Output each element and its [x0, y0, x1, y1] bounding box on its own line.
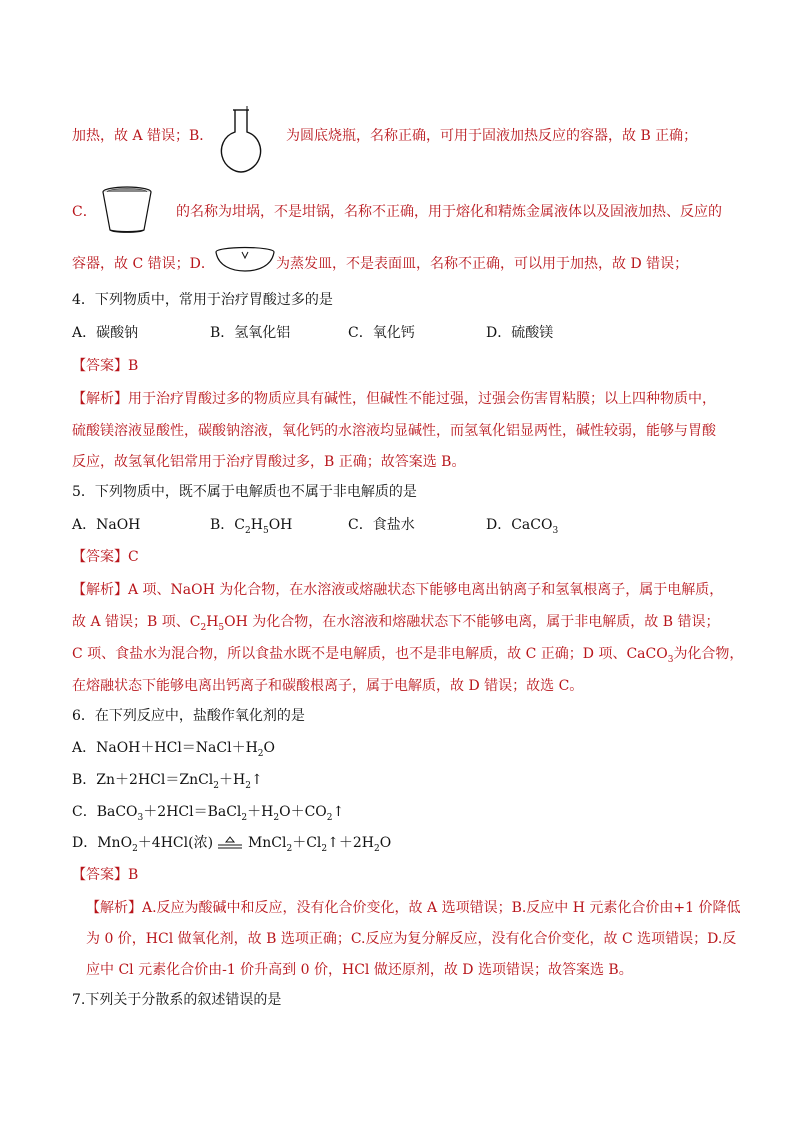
subscript: 2 — [132, 843, 138, 854]
q6-analysis-line-2: 为 0 价，HCl 做氧化剂，故 B 选项正确；C.反应为复分解反应，没有化合价变化，故 C 选项错误；D.反 — [86, 931, 737, 947]
text-segment: 加热，故 A 错误；B． — [72, 128, 214, 144]
q6-analysis-line-3: 应中 Cl 元素化合价由-1 价升高到 0 价，HCl 做还原剂，故 D 选项错误；故答案选 B。 — [86, 962, 633, 978]
text-segment: ＋4HCl(浓) — [137, 835, 214, 851]
round-bottom-flask-icon — [218, 104, 264, 174]
q4-analysis-line-1 — [72, 389, 716, 409]
q6-analysis-line-1 — [86, 898, 741, 918]
text-segment: C． — [72, 204, 97, 220]
q4-analysis-line-2: 硫酸镁溶液显酸性，碳酸钠溶液，氧化钙的水溶液均显碱性，而氢氧化铝显两性，碱性较弱，能够与胃酸 — [72, 423, 716, 439]
q5-analysis-line-3 — [72, 644, 743, 664]
text-segment: D．CaCO — [486, 517, 553, 533]
text-segment: ＋2HCl＝BaCl — [143, 804, 242, 820]
q5-answer: 【答案】C — [72, 549, 139, 565]
analysis-tag: 【解析】 — [86, 900, 142, 916]
text-segment: 为化合物， — [673, 646, 744, 662]
text-segment: MnCl — [247, 835, 287, 851]
subscript: 3 — [552, 525, 559, 536]
subscript: 2 — [245, 780, 251, 791]
text-segment: A．NaOH＋HCl＝NaCl＋H — [72, 740, 258, 756]
text-segment: OH 为化合物，在水溶液和熔融状态下不能够电离，属于非电解质，故 B 错误； — [224, 614, 720, 630]
text-segment: ↑ — [332, 804, 345, 820]
text-segment: O＋CO — [279, 804, 327, 820]
prev-answer-line-3 — [72, 254, 215, 274]
prev-answer-line-2b — [176, 202, 722, 222]
subscript: 5 — [262, 525, 269, 536]
prev-answer-line-1 — [72, 126, 213, 146]
q4-option-a: A．碳酸钠 — [72, 325, 139, 341]
prev-answer-line-2 — [72, 202, 97, 222]
subscript: 2 — [241, 812, 248, 823]
heating-condition-icon — [217, 833, 243, 853]
text-segment: A 项、NaOH 为化合物，在水溶液或熔融状态下能够电离出钠离子和氢氧根离子，属于电解质， — [128, 582, 724, 598]
crucible-icon — [100, 184, 154, 236]
q6-answer: 【答案】B — [72, 867, 139, 883]
q5-option-b — [210, 515, 292, 535]
text-segment: B．C — [210, 517, 245, 533]
q6-option-b — [72, 770, 263, 790]
subscript: 2 — [321, 843, 328, 854]
analysis-tag: 【解析】 — [72, 391, 128, 407]
subscript: 2 — [374, 843, 380, 854]
subscript: 5 — [218, 622, 225, 633]
text-segment: A.反应为酸碱中和反应，没有化合价变化，故 A 选项错误；B.反应中 H 元素化合价由+1 价降低 — [142, 900, 741, 916]
q6-stem: 6．在下列反应中，盐酸作氧化剂的是 — [72, 708, 305, 724]
subscript: 2 — [326, 812, 333, 823]
text-segment: ＋H — [247, 804, 274, 820]
q4-option-b: B．氢氧化铝 — [210, 325, 291, 341]
q6-option-c — [72, 802, 344, 822]
q5-stem: 5．下列物质中，既不属于电解质也不属于非电解质的是 — [72, 484, 417, 500]
q4-stem: 4．下列物质中，常用于治疗胃酸过多的是 — [72, 292, 333, 308]
q4-answer: 【答案】B — [72, 358, 139, 374]
q6-option-d — [72, 833, 391, 853]
subscript: 2 — [245, 525, 251, 536]
text-segment: H — [250, 517, 263, 533]
q4-option-d: D．硫酸镁 — [486, 325, 554, 341]
q5-option-d — [486, 515, 558, 535]
text-segment: 为蒸发皿，不是表面皿，名称不正确，可以用于加热，故 D 错误； — [276, 256, 689, 272]
subscript: 2 — [273, 812, 280, 823]
q5-option-c: C．食盐水 — [348, 517, 415, 533]
text-segment: 用于治疗胃酸过多的物质应具有碱性，但碱性不能过强，过强会伤害胃粘膜；以上四种物质中， — [128, 391, 716, 407]
subscript: 2 — [257, 748, 264, 759]
text-segment: 故 A 错误；B 项、C — [72, 614, 201, 630]
text-segment: OH — [268, 517, 293, 533]
q5-option-a: A．NaOH — [72, 517, 141, 533]
subscript: 2 — [286, 843, 293, 854]
text-segment: ＋H — [219, 772, 246, 788]
q7-stem: 7.下列关于分散系的叙述错误的是 — [72, 992, 282, 1008]
text-segment: ↑＋2H — [327, 835, 375, 851]
text-segment: 的名称为坩埚，不是坩锅，名称不正确，用于熔化和精炼金属液体以及固液加热、反应的 — [176, 204, 722, 220]
evaporating-dish-icon — [214, 246, 276, 274]
text-segment: O — [263, 740, 276, 756]
text-segment: C．BaCO — [72, 804, 138, 820]
subscript: 3 — [667, 654, 674, 665]
q5-analysis-line-4: 在熔融状态下能够电离出钙离子和碳酸根离子，属于电解质，故 D 错误；故选 C。 — [72, 678, 584, 694]
subscript: 3 — [137, 812, 144, 823]
text-segment: H — [206, 614, 219, 630]
subscript: 2 — [200, 622, 207, 633]
analysis-tag: 【解析】 — [72, 582, 128, 598]
q6-option-a — [72, 738, 275, 758]
text-segment: ＋Cl — [292, 835, 322, 851]
text-segment: D．MnO — [72, 835, 133, 851]
text-segment: ↑ — [250, 772, 263, 788]
q5-analysis-line-2 — [72, 612, 719, 632]
prev-answer-line-1b — [286, 126, 697, 146]
subscript: 2 — [213, 780, 220, 791]
text-segment: O — [379, 835, 392, 851]
prev-answer-line-3b — [276, 254, 688, 274]
text-segment: 容器，故 C 错误；D． — [72, 256, 215, 272]
text-segment: C 项、食盐水为混合物，所以食盐水既不是电解质，也不是非电解质，故 C 正确；D 项、CaCO — [72, 646, 668, 662]
q4-analysis-line-3: 反应，故氢氧化铝常用于治疗胃酸过多，B 正确；故答案选 B。 — [72, 454, 466, 470]
q5-analysis-line-1 — [72, 580, 723, 600]
text-segment: B．Zn＋2HCl＝ZnCl — [72, 772, 214, 788]
text-segment: 为圆底烧瓶，名称正确，可用于固液加热反应的容器，故 B 正确； — [286, 128, 698, 144]
q4-option-c: C．氧化钙 — [348, 325, 415, 341]
